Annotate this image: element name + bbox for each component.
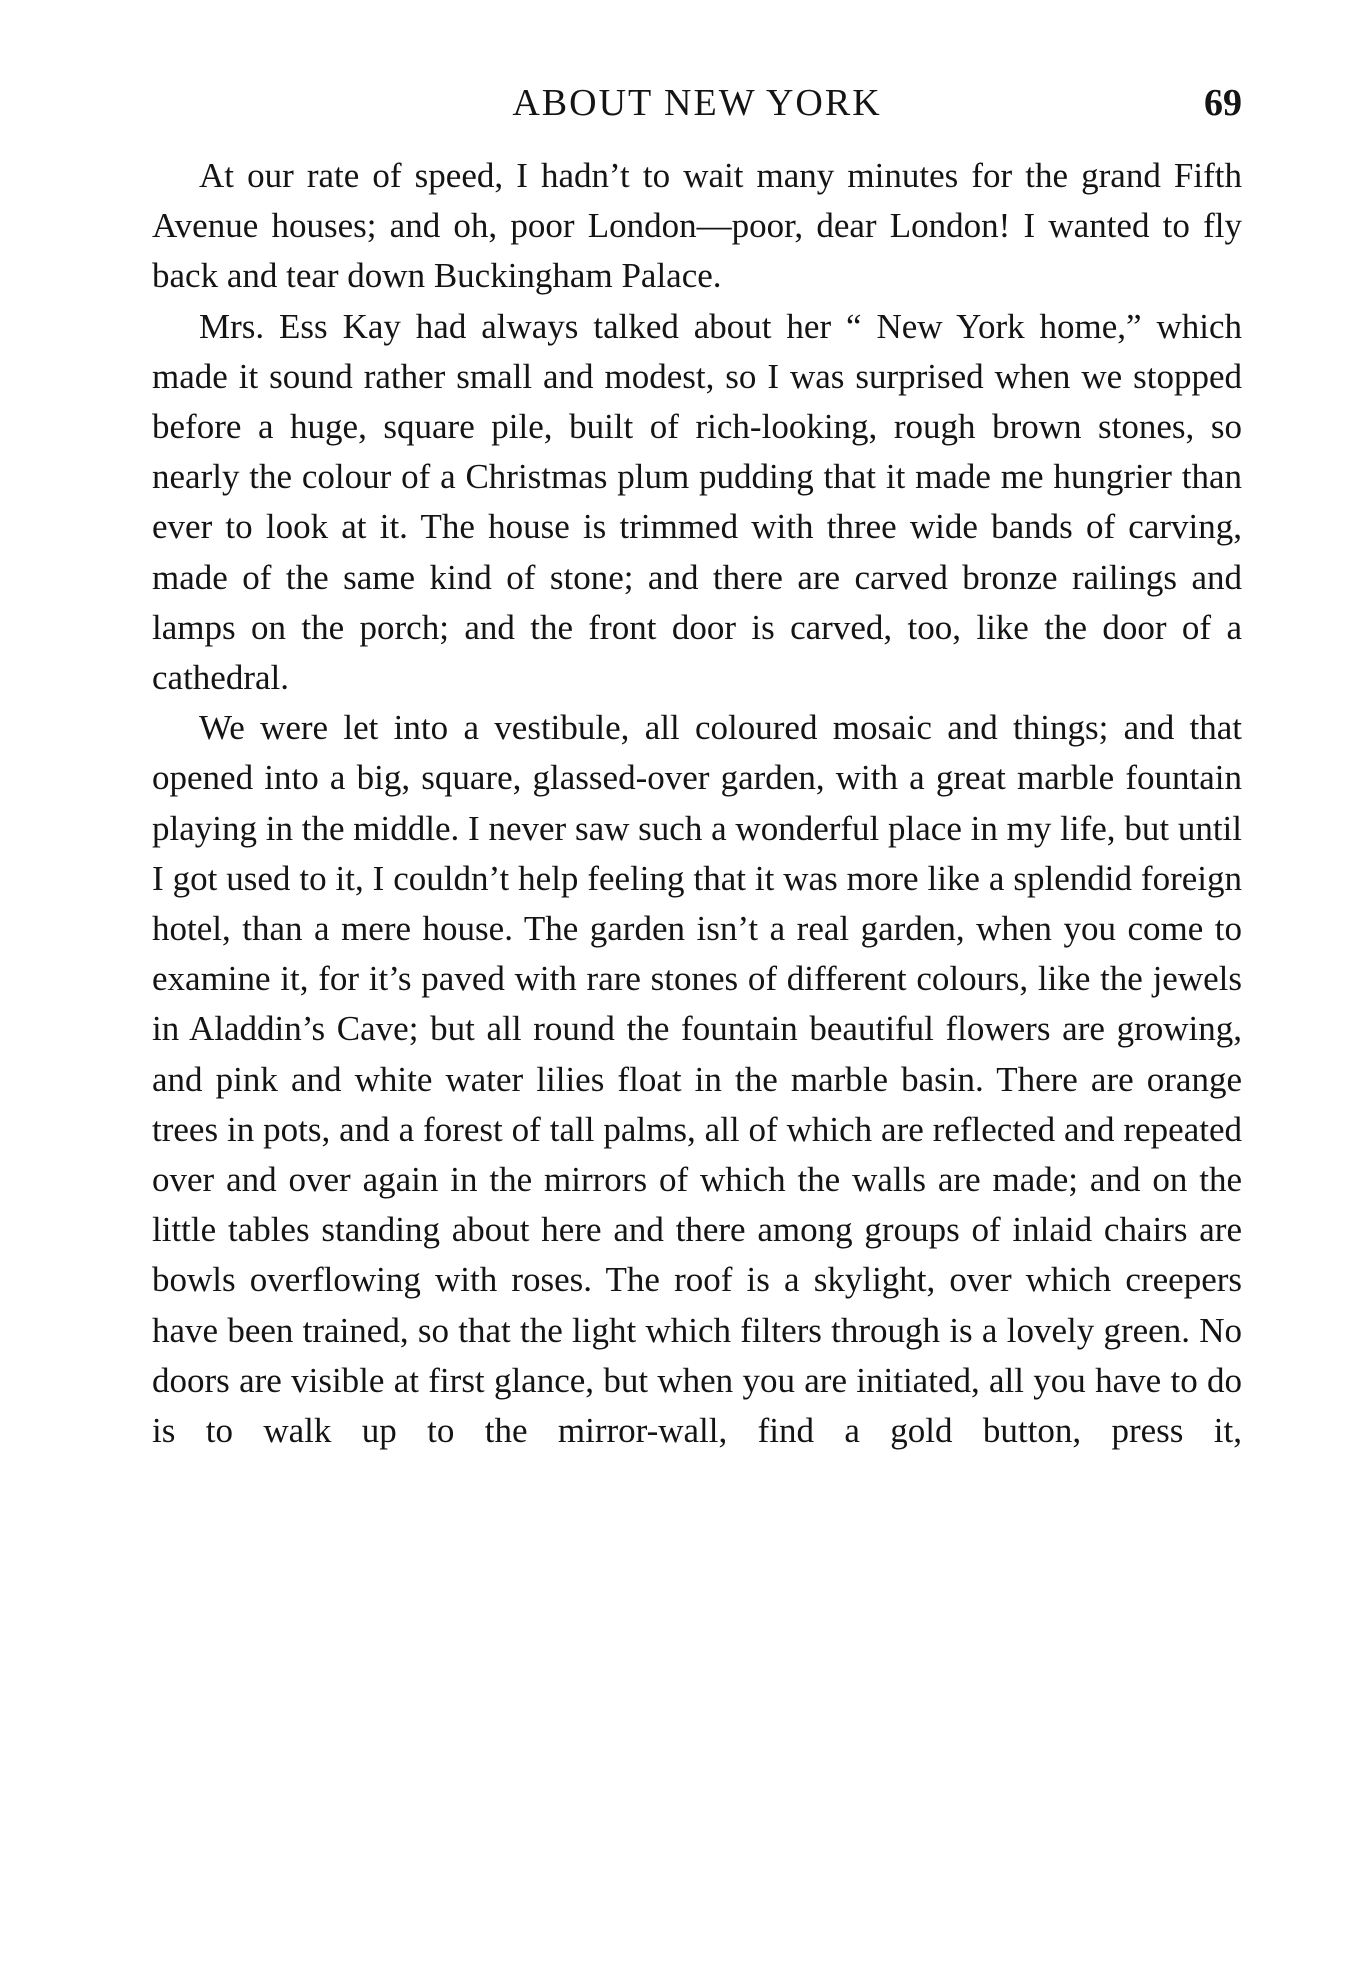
page-number: 69 (1204, 82, 1242, 124)
paragraph-glass-garden: We were let into a vestibule, all coloured mosaic and things; and that opened into a big, square, glassed-over garden, with a great marble fountain playing in the middle. I never saw such a wonderful place in my life, but until I got used to it, I couldn’t help feeling that it was more like a splendid foreign hotel, than a mere house. The garden isn’t a real garden, when you come to examine it, for it’s paved with rare stones of different colours, like the jewels in Aladdin’s Cave; but all round the fountain beautiful flowers are growing, and pink and white water lilies float in the marble basin. There are orange trees in pots, and a forest of tall palms, all of which are reflected and repeated over and over again in the mirrors of which the walls are made; and on the little tables standing about here and there among groups of inlaid chairs are bowls overflowing with roses. The roof is a skylight, over which creepers have been trained, so that the light which filters through is a lovely green. No doors are visible at first glance, but when you are initiated, all you have to do is to walk up to the mirror-wall, find a gold button, press it, (152, 708, 1242, 1451)
running-title: ABOUT NEW YORK (512, 82, 882, 124)
paragraph-house-description: Mrs. Ess Kay had always talked about her “ New York home,” which made it sound rather small and modest, so I was surprised when we stopped before a huge, square pile, built of rich-looking, rough brown stones, so nearly the colour of a Christmas plum pudding that it made me hungrier than ever to look at it. The house is trimmed with three wide bands of carving, made of the same kind of stone; and there are carved bronze railings and lamps on the porch; and the front door is carved, too, like the door of a cathedral. (152, 306, 1242, 698)
body-text (152, 151, 1242, 1456)
paragraph-fifth-avenue: At our rate of speed, I hadn’t to wait many minutes for the grand Fifth Avenue houses; and oh, poor London—poor, dear London! I wanted to fly back and tear down Buckingham Palace. (152, 156, 1242, 296)
running-head (152, 78, 1242, 128)
